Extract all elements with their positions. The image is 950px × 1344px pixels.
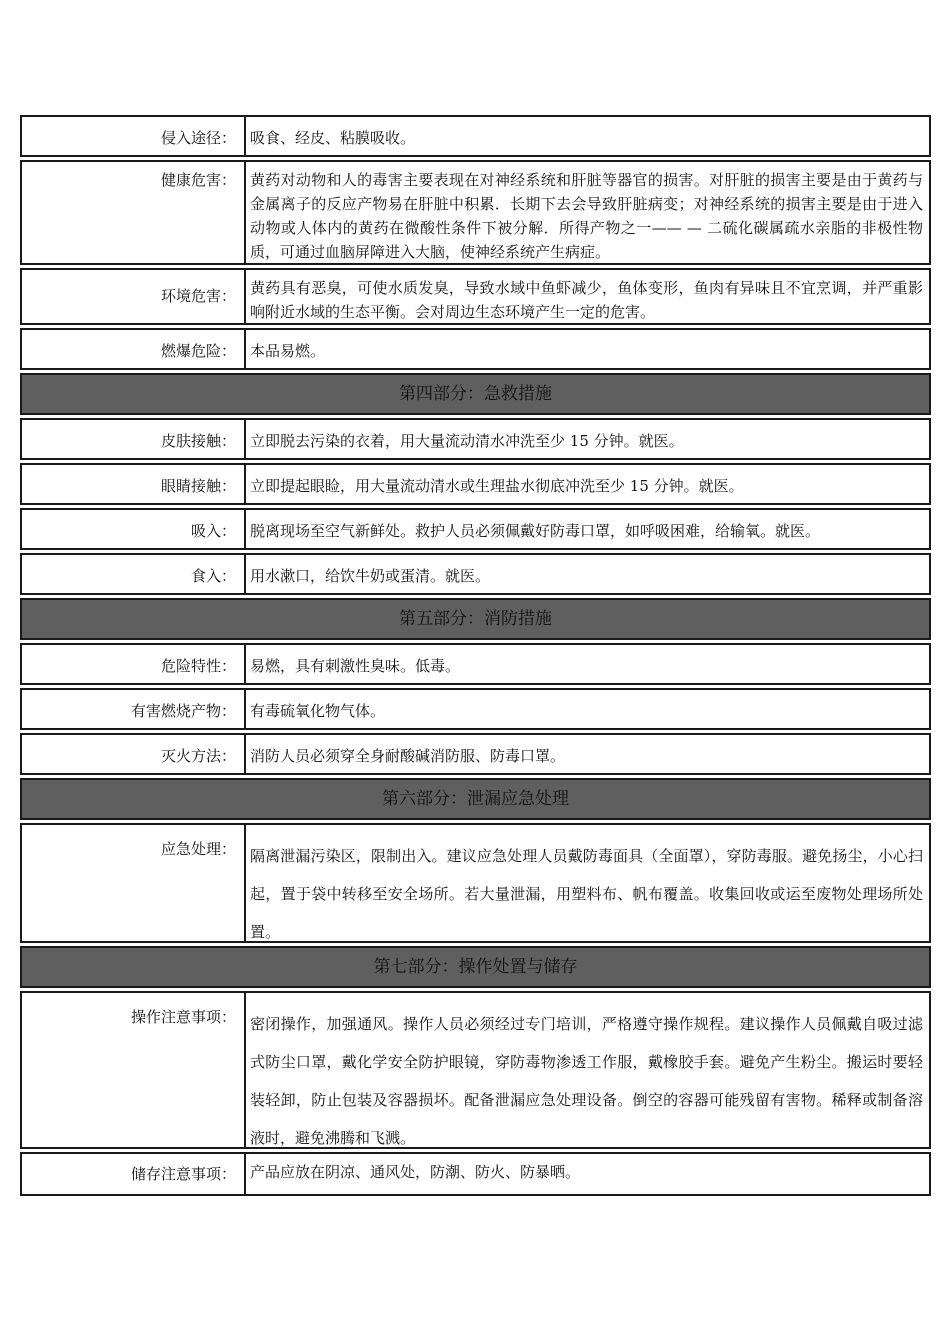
handling-value: 密闭操作，加强通风。操作人员必须经过专门培训，严格遵守操作规程。建议操作人员佩戴自吸过滤式防尘口罩，戴化学安全防护眼镜，穿防毒物渗透工作服，戴橡胶手套。避免产生粉尘。搬运时要轻装轻卸，防止包装及容器损坏。配备泄漏应急处理设备。倒空的容器可能残留有害物。稀释或制备溶液时，避免沸腾和飞溅。 — [250, 1015, 923, 1147]
row-extinguishing-method — [20, 733, 931, 775]
row-storage-precautions — [20, 1152, 931, 1196]
ingest-label: 食入： — [22, 555, 246, 593]
extinguish-label: 灭火方法： — [22, 735, 246, 773]
storage-value: 产品应放在阴凉、通风处，防潮、防火、防暴晒。 — [250, 1163, 581, 1181]
row-inhalation — [20, 508, 931, 550]
section-spill-header: 第六部分：泄漏应急处理 — [20, 778, 931, 820]
section-firefighting-header: 第五部分：消防措施 — [20, 598, 931, 640]
eye-label: 眼睛接触： — [22, 465, 246, 503]
row-ingestion — [20, 553, 931, 595]
environment-value: 黄药具有恶臭，可使水质发臭，导致水域中鱼虾减少，鱼体变形，鱼肉有异味且不宜烹调，并严重影响附近水域的生态平衡。会对周边生态环境产生一定的危害。 — [250, 279, 923, 321]
emergency-label: 应急处理： — [22, 825, 246, 941]
emergency-value: 隔离泄漏污染区，限制出入。建议应急处理人员戴防毒面具（全面罩），穿防毒服。避免扬尘，小心扫起，置于袋中转移至安全场所。若大量泄漏，用塑料布、帆布覆盖。收集回收或运至废物处理场所处置。 — [250, 847, 923, 941]
msds-table — [20, 115, 931, 1199]
storage-label: 储存注意事项： — [22, 1154, 246, 1194]
hazard-label: 危险特性： — [22, 645, 246, 683]
row-environment-hazard — [20, 268, 931, 325]
row-eye-contact — [20, 463, 931, 505]
handling-label: 操作注意事项： — [22, 993, 246, 1147]
skin-value: 立即脱去污染的衣着，用大量流动清水冲洗至少 15 分钟。就医。 — [250, 432, 684, 450]
row-health-hazard — [20, 160, 931, 265]
combustion-label: 有害燃烧产物： — [22, 690, 246, 728]
route-label: 侵入途径： — [22, 117, 246, 155]
eye-value: 立即提起眼睑，用大量流动清水或生理盐水彻底冲洗至少 15 分钟。就医。 — [250, 477, 744, 495]
section-handling-storage-header: 第七部分：操作处置与储存 — [20, 946, 931, 988]
row-route-of-entry — [20, 115, 931, 157]
row-emergency-handling — [20, 823, 931, 943]
health-label: 健康危害： — [22, 162, 246, 263]
combustion-value: 有毒硫氧化物气体。 — [250, 702, 386, 720]
inhale-value: 脱离现场至空气新鲜处。救护人员必须佩戴好防毒口罩，如呼吸困难，给输氧。就医。 — [250, 522, 821, 540]
route-value: 吸食、经皮、粘膜吸收。 — [250, 129, 416, 147]
row-skin-contact — [20, 418, 931, 460]
row-combustion-products — [20, 688, 931, 730]
section-first-aid-header: 第四部分：急救措施 — [20, 373, 931, 415]
health-value: 黄药对动物和人的毒害主要表现在对神经系统和肝脏等器官的损害。对肝脏的损害主要是由于黄药与金属离子的反应产物易在肝脏中积累．长期下去会导致肝脏病变；对神经系统的损害主要是由于进入动物或人体内的黄药在微酸性条件下被分解．所得产物之一—— — 二硫化碳属疏水亲脂的非极性物质，可通过血脑屏障进入大脑，使神经系统产生病症。 — [250, 171, 923, 261]
fire-value: 本品易燃。 — [250, 342, 326, 360]
skin-label: 皮肤接触： — [22, 420, 246, 458]
row-fire-explosion — [20, 328, 931, 370]
ingest-value: 用水漱口，给饮牛奶或蛋清。就医。 — [250, 567, 491, 585]
environment-label: 环境危害： — [22, 270, 246, 323]
row-hazard-properties — [20, 643, 931, 685]
inhale-label: 吸入： — [22, 510, 246, 548]
row-handling-precautions — [20, 991, 931, 1149]
fire-label: 燃爆危险： — [22, 330, 246, 368]
extinguish-value: 消防人员必须穿全身耐酸碱消防服、防毒口罩。 — [250, 747, 566, 765]
hazard-value: 易燃，具有刺激性臭味。低毒。 — [250, 657, 461, 675]
